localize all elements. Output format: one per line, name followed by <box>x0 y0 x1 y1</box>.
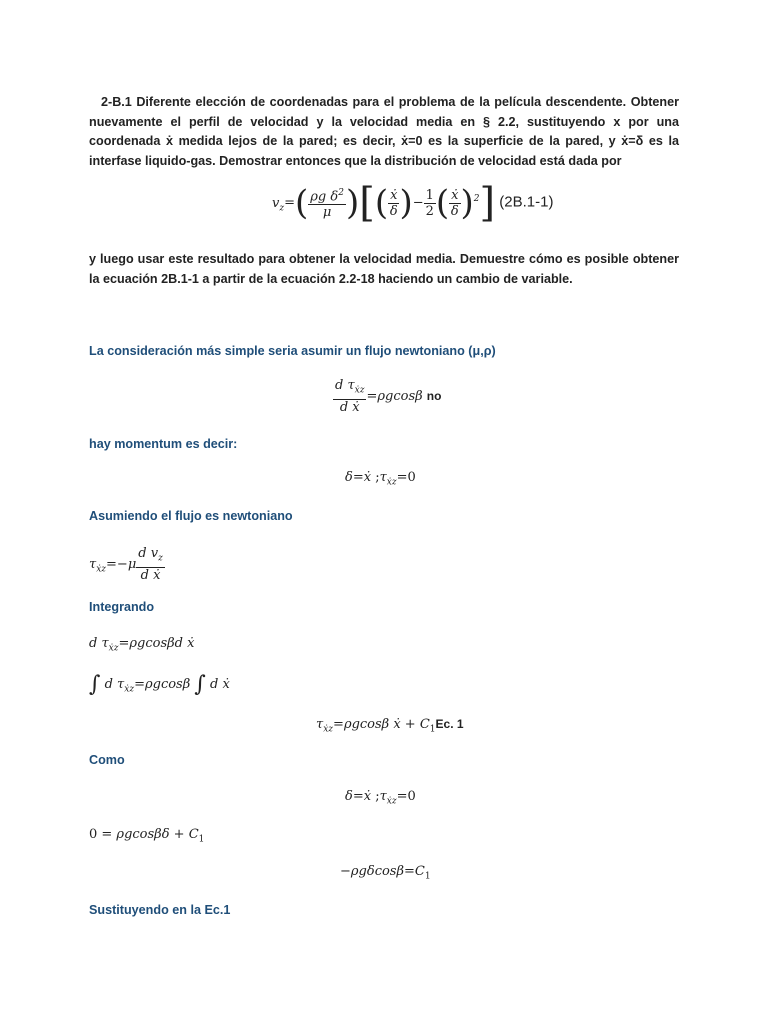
integral-equation: ∫ d $\tau_{ẋz}=\rho gcos\beta$ ∫ d ẋ <box>89 672 230 697</box>
heading-momentum: hay momentum es decir: <box>89 437 238 451</box>
boundary-condition-2: δ=ẋ $;\tau_{ẋz}=0$ <box>345 789 416 807</box>
newton-law-equation: $\tau_{ẋz}=-\mu$ $\frac{d v_z}{\text{d ẋ}}$ <box>89 546 163 583</box>
equation-momentum-balance: $\frac{d \tau_{ẋz}}{\text{d ẋ}}$ =ρgcosβ no <box>335 378 442 415</box>
equation-label: (2B.1-1) <box>499 193 554 211</box>
heading-simple-consideration: La consideración más simple seria asumir un flujo newtoniano (μ,ρ) <box>89 344 496 358</box>
boundary-condition-1: δ=ẋ $;\tau_{ẋz}=0$ <box>345 470 416 488</box>
heading-substituting: Sustituyendo en la Ec.1 <box>89 903 231 917</box>
equation-suffix: no <box>426 388 442 403</box>
constant-equation-2: $-\rho g\delta\cos\beta=C_1$ <box>340 864 431 882</box>
intro-paragraph: 2-B.1 Diferente elección de coordenadas para el problema de la película descendente. Obtener nuevamente el perfil de velocidad y la velocidad media en § 2.2, sustituyendo x por una coordenada ẋ medida lejos de la pared; es decir, ẋ=0 es la superficie de la pared, y ẋ=δ es la interfase liquido-gas. Demostrar entonces que la distribución de velocidad está dada por <box>89 95 679 168</box>
velocity-equation: $v_z=$( $\frac{\rho g \delta^2}{\mu}$ )[( $\frac{\text{ẋ}}{\delta}$ )− $\frac{1}{2}$ ( $\frac{\text{ẋ}}{\delta}$ )$^2$] (2B.1-1) <box>272 180 554 226</box>
problem-statement <box>89 93 679 171</box>
integrated-equation: $\tau_{ẋz}=\rho gcos\beta$ ẋ + $C_1Ec$. 1 <box>316 717 464 735</box>
heading-integrating: Integrando <box>89 600 155 614</box>
constant-equation-1: $0 = \rho gcos\beta\delta + C_1$ <box>89 827 205 845</box>
heading-newtonian: Asumiendo el flujo es newtoniano <box>89 509 293 523</box>
ec1-label: Ec. 1 <box>435 717 464 731</box>
follow-statement <box>89 250 679 289</box>
differential-equation: d $\tau_{ẋz}=\rho gcos\beta d$ ẋ <box>89 636 195 654</box>
follow-paragraph: y luego usar este resultado para obtener la velocidad media. Demuestre cómo es posible obtener la ecuación 2B.1-1 a partir de la ecuación 2.2-18 haciendo un cambio de variable. <box>89 252 679 286</box>
heading-como: Como <box>89 753 125 767</box>
